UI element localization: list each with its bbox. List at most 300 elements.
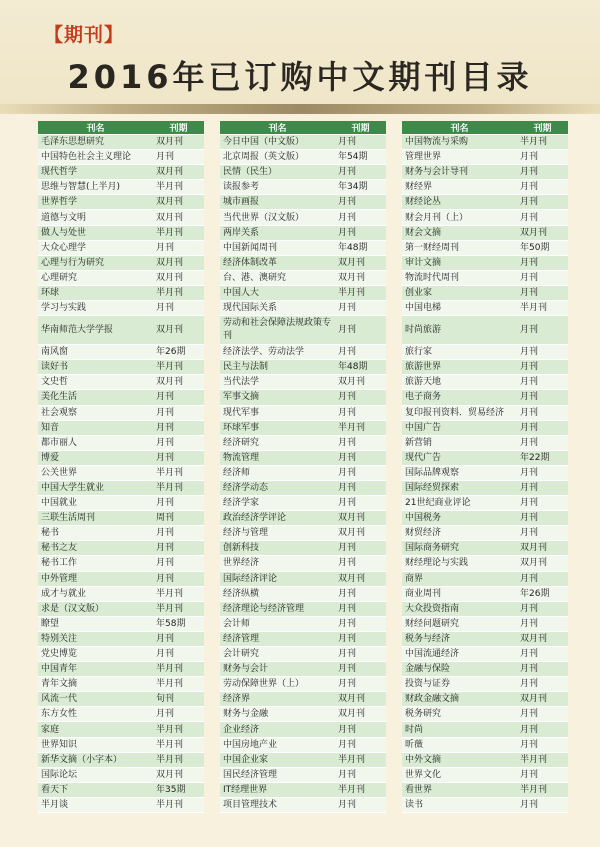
journal-name: 北京周报（英文版）	[220, 150, 335, 165]
table-row	[402, 722, 568, 737]
table-row	[38, 301, 204, 316]
journal-name: 会计师	[220, 616, 335, 631]
journal-name: 国际经济评论	[220, 571, 335, 586]
table-row	[402, 511, 568, 526]
table-row	[402, 390, 568, 405]
journal-name: 秘书工作	[38, 556, 153, 571]
table-row	[38, 375, 204, 390]
journal-frequency: 月刊	[335, 556, 386, 571]
journal-name: 国际商务研究	[402, 541, 517, 556]
journal-frequency: 月刊	[335, 616, 386, 631]
table-row	[38, 586, 204, 601]
table-row	[220, 647, 386, 662]
table-row	[38, 465, 204, 480]
table-row	[38, 435, 204, 450]
journal-frequency: 年34期	[335, 180, 386, 195]
journal-frequency: 双月刊	[153, 165, 204, 180]
journal-frequency: 双月刊	[335, 526, 386, 541]
journal-frequency: 半月刊	[335, 420, 386, 435]
table-row	[402, 496, 568, 511]
journal-frequency: 月刊	[153, 647, 204, 662]
journal-name: 财贸经济	[402, 526, 517, 541]
table-row	[220, 541, 386, 556]
journal-name: 风流一代	[38, 692, 153, 707]
journal-frequency: 双月刊	[335, 375, 386, 390]
journal-name: 民主与法制	[220, 360, 335, 375]
journal-name: 看世界	[402, 782, 517, 797]
header-name: 刊名	[220, 121, 335, 135]
table-row	[38, 541, 204, 556]
journal-name: 都市丽人	[38, 435, 153, 450]
journal-frequency: 月刊	[517, 707, 568, 722]
journal-frequency: 月刊	[517, 180, 568, 195]
journal-name: 投资与证券	[402, 677, 517, 692]
journal-frequency: 月刊	[517, 435, 568, 450]
table-row	[402, 480, 568, 495]
journal-name: 军事文摘	[220, 390, 335, 405]
journal-name: 新营销	[402, 435, 517, 450]
journal-frequency: 年50期	[517, 240, 568, 255]
journal-name: 经济研究	[220, 435, 335, 450]
journal-frequency: 月刊	[517, 316, 568, 345]
journal-name: 中国人大	[220, 285, 335, 300]
journal-name: 旅游天地	[402, 375, 517, 390]
table-row	[220, 240, 386, 255]
journal-frequency: 双月刊	[153, 316, 204, 345]
journal-name: 财务与金融	[220, 707, 335, 722]
table-row	[38, 526, 204, 541]
table-row	[402, 541, 568, 556]
table-row	[38, 767, 204, 782]
journal-frequency: 月刊	[517, 722, 568, 737]
journal-name: 经济管理	[220, 631, 335, 646]
journal-name: 中国电梯	[402, 301, 517, 316]
journal-name: 财务与会计导刊	[402, 165, 517, 180]
page-header	[0, 0, 600, 112]
header-name: 刊名	[38, 121, 153, 135]
journal-name: 经济与管理	[220, 526, 335, 541]
journal-frequency: 月刊	[153, 707, 204, 722]
journal-name: 东方女性	[38, 707, 153, 722]
table-row	[38, 677, 204, 692]
journal-name: 家庭	[38, 722, 153, 737]
journal-name: 秘书之友	[38, 541, 153, 556]
journal-name: 今日中国（中文版）	[220, 135, 335, 150]
journal-name: 中国房地产业	[220, 737, 335, 752]
journal-name: 现代军事	[220, 405, 335, 420]
journal-name: 世界哲学	[38, 195, 153, 210]
journal-name: 21世纪商业评论	[402, 496, 517, 511]
journal-frequency: 年26期	[517, 586, 568, 601]
journal-frequency: 月刊	[335, 586, 386, 601]
journal-name: 秘书	[38, 526, 153, 541]
journal-frequency: 双月刊	[153, 375, 204, 390]
table-row	[38, 722, 204, 737]
journal-name: 瞭望	[38, 616, 153, 631]
table-row	[38, 601, 204, 616]
table-row	[38, 692, 204, 707]
table-row	[38, 450, 204, 465]
journal-name: 华南师范大学学报	[38, 316, 153, 345]
journal-frequency: 月刊	[153, 526, 204, 541]
header-freq: 刊期	[335, 121, 386, 135]
table-row	[38, 782, 204, 797]
table-row	[38, 420, 204, 435]
journal-name: 毛泽东思想研究	[38, 135, 153, 150]
table-row	[38, 225, 204, 240]
journal-frequency: 月刊	[153, 390, 204, 405]
journal-name: 看天下	[38, 782, 153, 797]
journal-frequency: 月刊	[517, 677, 568, 692]
table-row	[402, 601, 568, 616]
table-row	[402, 135, 568, 150]
journal-name: 中国物流与采购	[402, 135, 517, 150]
journal-name: 第一财经周刊	[402, 240, 517, 255]
journal-frequency: 半月刊	[153, 586, 204, 601]
journal-frequency: 半月刊	[153, 797, 204, 812]
journal-name: 美化生活	[38, 390, 153, 405]
journal-name: 中国就业	[38, 496, 153, 511]
journal-frequency: 月刊	[517, 285, 568, 300]
journal-frequency: 月刊	[335, 465, 386, 480]
table-row	[220, 722, 386, 737]
journal-name: 创业家	[402, 285, 517, 300]
table-row	[220, 345, 386, 360]
journal-frequency: 月刊	[335, 541, 386, 556]
table-row	[220, 420, 386, 435]
table-row	[38, 511, 204, 526]
journal-frequency: 双月刊	[517, 556, 568, 571]
journal-name: 经济学动态	[220, 480, 335, 495]
table-row	[38, 797, 204, 812]
journal-name: 公关世界	[38, 465, 153, 480]
journal-frequency: 半月刊	[517, 782, 568, 797]
journal-name: 学习与实践	[38, 301, 153, 316]
journal-name: 物流管理	[220, 450, 335, 465]
journal-frequency: 月刊	[335, 722, 386, 737]
journal-frequency: 月刊	[153, 405, 204, 420]
journal-frequency: 月刊	[517, 405, 568, 420]
table-row	[220, 737, 386, 752]
table-row	[38, 631, 204, 646]
journal-frequency: 年48期	[335, 240, 386, 255]
table-row	[220, 616, 386, 631]
journal-name: 旅游世界	[402, 360, 517, 375]
journal-frequency: 月刊	[335, 301, 386, 316]
journal-frequency: 月刊	[335, 496, 386, 511]
journal-frequency: 月刊	[335, 767, 386, 782]
journal-name: 中国广告	[402, 420, 517, 435]
journal-name: 国际经贸探索	[402, 480, 517, 495]
journal-frequency: 双月刊	[153, 270, 204, 285]
table-row	[402, 707, 568, 722]
journal-name: 世界知识	[38, 737, 153, 752]
journal-name: 财会文摘	[402, 225, 517, 240]
table-row	[38, 165, 204, 180]
table-row	[402, 586, 568, 601]
table-row	[38, 135, 204, 150]
journal-name: 国际品牌观察	[402, 465, 517, 480]
journal-frequency: 月刊	[335, 390, 386, 405]
journal-name: 城市画报	[220, 195, 335, 210]
table-row	[402, 616, 568, 631]
journal-name: IT经理世界	[220, 782, 335, 797]
journal-name: 道德与文明	[38, 210, 153, 225]
table-row	[38, 255, 204, 270]
journal-name: 党史博览	[38, 647, 153, 662]
journal-name: 青年文摘	[38, 677, 153, 692]
journal-frequency: 月刊	[153, 420, 204, 435]
journal-frequency: 双月刊	[153, 210, 204, 225]
journal-frequency: 月刊	[335, 797, 386, 812]
journal-frequency: 双月刊	[335, 571, 386, 586]
journal-frequency: 月刊	[517, 375, 568, 390]
journal-frequency: 月刊	[335, 631, 386, 646]
journal-name: 中外文摘	[402, 752, 517, 767]
table-row	[38, 210, 204, 225]
journal-name: 南风窗	[38, 345, 153, 360]
journal-frequency: 月刊	[153, 240, 204, 255]
journal-frequency: 月刊	[153, 496, 204, 511]
journal-frequency: 半月刊	[153, 737, 204, 752]
catalog-grid	[38, 121, 568, 813]
journal-name: 中国大学生就业	[38, 480, 153, 495]
journal-name: 中国企业家	[220, 752, 335, 767]
journal-frequency: 周刊	[153, 511, 204, 526]
journal-name: 税务与经济	[402, 631, 517, 646]
journal-frequency: 半月刊	[153, 480, 204, 495]
table-row	[220, 511, 386, 526]
table-row	[402, 420, 568, 435]
journal-name: 财务与会计	[220, 662, 335, 677]
page-title: 2016年已订购中文期刊目录	[67, 58, 533, 96]
journal-frequency: 年26期	[153, 345, 204, 360]
table-row	[38, 405, 204, 420]
journal-frequency: 月刊	[517, 345, 568, 360]
table-row	[402, 526, 568, 541]
table-row	[220, 301, 386, 316]
header-freq: 刊期	[517, 121, 568, 135]
journal-frequency: 月刊	[335, 662, 386, 677]
journal-name: 中国新闻周刊	[220, 240, 335, 255]
journal-name: 当代法学	[220, 375, 335, 390]
table-row	[220, 225, 386, 240]
table-row	[402, 465, 568, 480]
journal-frequency: 月刊	[335, 195, 386, 210]
table-row	[220, 405, 386, 420]
journal-name: 民情（民生）	[220, 165, 335, 180]
journal-name: 三联生活周刊	[38, 511, 153, 526]
journal-frequency: 双月刊	[153, 135, 204, 150]
table-row	[220, 195, 386, 210]
table-row	[220, 526, 386, 541]
journal-frequency: 双月刊	[153, 255, 204, 270]
table-row	[220, 496, 386, 511]
journal-name: 财经理论与实践	[402, 556, 517, 571]
journal-name: 经济界	[220, 692, 335, 707]
journal-frequency: 月刊	[335, 450, 386, 465]
decorative-divider	[0, 104, 600, 114]
journal-frequency: 月刊	[153, 541, 204, 556]
table-row	[402, 210, 568, 225]
table-row	[38, 316, 204, 345]
journal-frequency: 月刊	[335, 225, 386, 240]
table-row	[220, 375, 386, 390]
journal-frequency: 月刊	[335, 480, 386, 495]
journal-name: 做人与处世	[38, 225, 153, 240]
journal-name: 财政金融文摘	[402, 692, 517, 707]
table-row	[220, 571, 386, 586]
journal-name: 世界经济	[220, 556, 335, 571]
journal-name: 中国特色社会主义理论	[38, 150, 153, 165]
table-row	[220, 556, 386, 571]
table-row	[402, 797, 568, 812]
table-row	[38, 737, 204, 752]
journal-frequency: 月刊	[517, 465, 568, 480]
table-row	[38, 616, 204, 631]
journal-frequency: 月刊	[153, 631, 204, 646]
journal-frequency: 月刊	[335, 435, 386, 450]
journal-frequency: 旬刊	[153, 692, 204, 707]
table-row	[220, 767, 386, 782]
journal-frequency: 双月刊	[335, 255, 386, 270]
journal-name: 金融与保险	[402, 662, 517, 677]
journal-frequency: 月刊	[153, 301, 204, 316]
journal-frequency: 月刊	[517, 737, 568, 752]
table-row	[220, 480, 386, 495]
table-row	[220, 450, 386, 465]
journal-frequency: 月刊	[517, 420, 568, 435]
journal-frequency: 半月刊	[153, 465, 204, 480]
journal-name: 财会月刊（上）	[402, 210, 517, 225]
journal-frequency: 双月刊	[517, 631, 568, 646]
table-row	[402, 375, 568, 390]
journal-name: 经济纵横	[220, 586, 335, 601]
table-row	[402, 316, 568, 345]
journal-frequency: 月刊	[517, 511, 568, 526]
journal-name: 博爱	[38, 450, 153, 465]
table-row	[38, 360, 204, 375]
header-name: 刊名	[402, 121, 517, 135]
table-row	[220, 677, 386, 692]
table-row	[402, 255, 568, 270]
table-row	[220, 210, 386, 225]
journal-name: 管理世界	[402, 150, 517, 165]
journal-name: 成才与就业	[38, 586, 153, 601]
journal-frequency: 月刊	[517, 526, 568, 541]
journal-frequency: 月刊	[517, 210, 568, 225]
table-row	[402, 285, 568, 300]
journal-name: 中外管理	[38, 571, 153, 586]
journal-frequency: 月刊	[517, 480, 568, 495]
table-row	[402, 692, 568, 707]
journal-name: 经济学家	[220, 496, 335, 511]
journal-frequency: 月刊	[517, 390, 568, 405]
header-freq: 刊期	[153, 121, 204, 135]
journal-name: 现代国际关系	[220, 301, 335, 316]
table-row	[402, 165, 568, 180]
journal-frequency: 月刊	[335, 135, 386, 150]
journal-frequency: 双月刊	[335, 707, 386, 722]
journal-frequency: 月刊	[517, 150, 568, 165]
journal-frequency: 年48期	[335, 360, 386, 375]
table-row	[38, 752, 204, 767]
table-row	[38, 647, 204, 662]
journal-name: 思维与智慧(上半月)	[38, 180, 153, 195]
journal-name: 两岸关系	[220, 225, 335, 240]
journal-name: 大众心理学	[38, 240, 153, 255]
table-row	[402, 631, 568, 646]
journal-frequency: 月刊	[335, 165, 386, 180]
journal-frequency: 半月刊	[335, 782, 386, 797]
table-row	[402, 677, 568, 692]
table-row	[220, 465, 386, 480]
table-row	[402, 767, 568, 782]
table-row	[220, 782, 386, 797]
table-row	[220, 631, 386, 646]
journal-frequency: 半月刊	[335, 752, 386, 767]
journal-frequency: 半月刊	[153, 722, 204, 737]
journal-name: 读报参考	[220, 180, 335, 195]
table-row	[402, 571, 568, 586]
table-row	[220, 586, 386, 601]
table-row	[38, 556, 204, 571]
table-row	[220, 692, 386, 707]
journal-name: 昕薇	[402, 737, 517, 752]
journal-frequency: 月刊	[517, 616, 568, 631]
table-row	[220, 601, 386, 616]
journal-name: 心理研究	[38, 270, 153, 285]
table-row	[38, 195, 204, 210]
table-row	[220, 270, 386, 285]
journal-frequency: 年54期	[335, 150, 386, 165]
journal-name: 政治经济学评论	[220, 511, 335, 526]
journal-frequency: 月刊	[335, 601, 386, 616]
table-row	[402, 450, 568, 465]
journal-name: 经济体制改革	[220, 255, 335, 270]
journal-name: 世界文化	[402, 767, 517, 782]
journal-name: 创新科技	[220, 541, 335, 556]
table-row	[220, 285, 386, 300]
journal-name: 中国流通经济	[402, 647, 517, 662]
journal-name: 特别关注	[38, 631, 153, 646]
journal-frequency: 半月刊	[153, 225, 204, 240]
table-row	[220, 255, 386, 270]
journal-name: 旅行家	[402, 345, 517, 360]
table-row	[220, 150, 386, 165]
journal-frequency: 月刊	[153, 150, 204, 165]
journal-frequency: 月刊	[153, 435, 204, 450]
table-row	[402, 225, 568, 240]
journal-frequency: 年58期	[153, 616, 204, 631]
table-row	[402, 240, 568, 255]
table-row	[402, 752, 568, 767]
journal-name: 心理与行为研究	[38, 255, 153, 270]
journal-name: 审计文摘	[402, 255, 517, 270]
journal-frequency: 半月刊	[517, 301, 568, 316]
journal-name: 时尚	[402, 722, 517, 737]
catalog-table-3	[402, 121, 568, 813]
journal-name: 社会观察	[38, 405, 153, 420]
journal-name: 复印报刊资料．贸易经济	[402, 405, 517, 420]
table-row	[38, 390, 204, 405]
table-row	[402, 345, 568, 360]
journal-name: 财经问题研究	[402, 616, 517, 631]
table-row	[220, 707, 386, 722]
journal-frequency: 半月刊	[153, 360, 204, 375]
table-row	[38, 345, 204, 360]
table-row	[220, 165, 386, 180]
